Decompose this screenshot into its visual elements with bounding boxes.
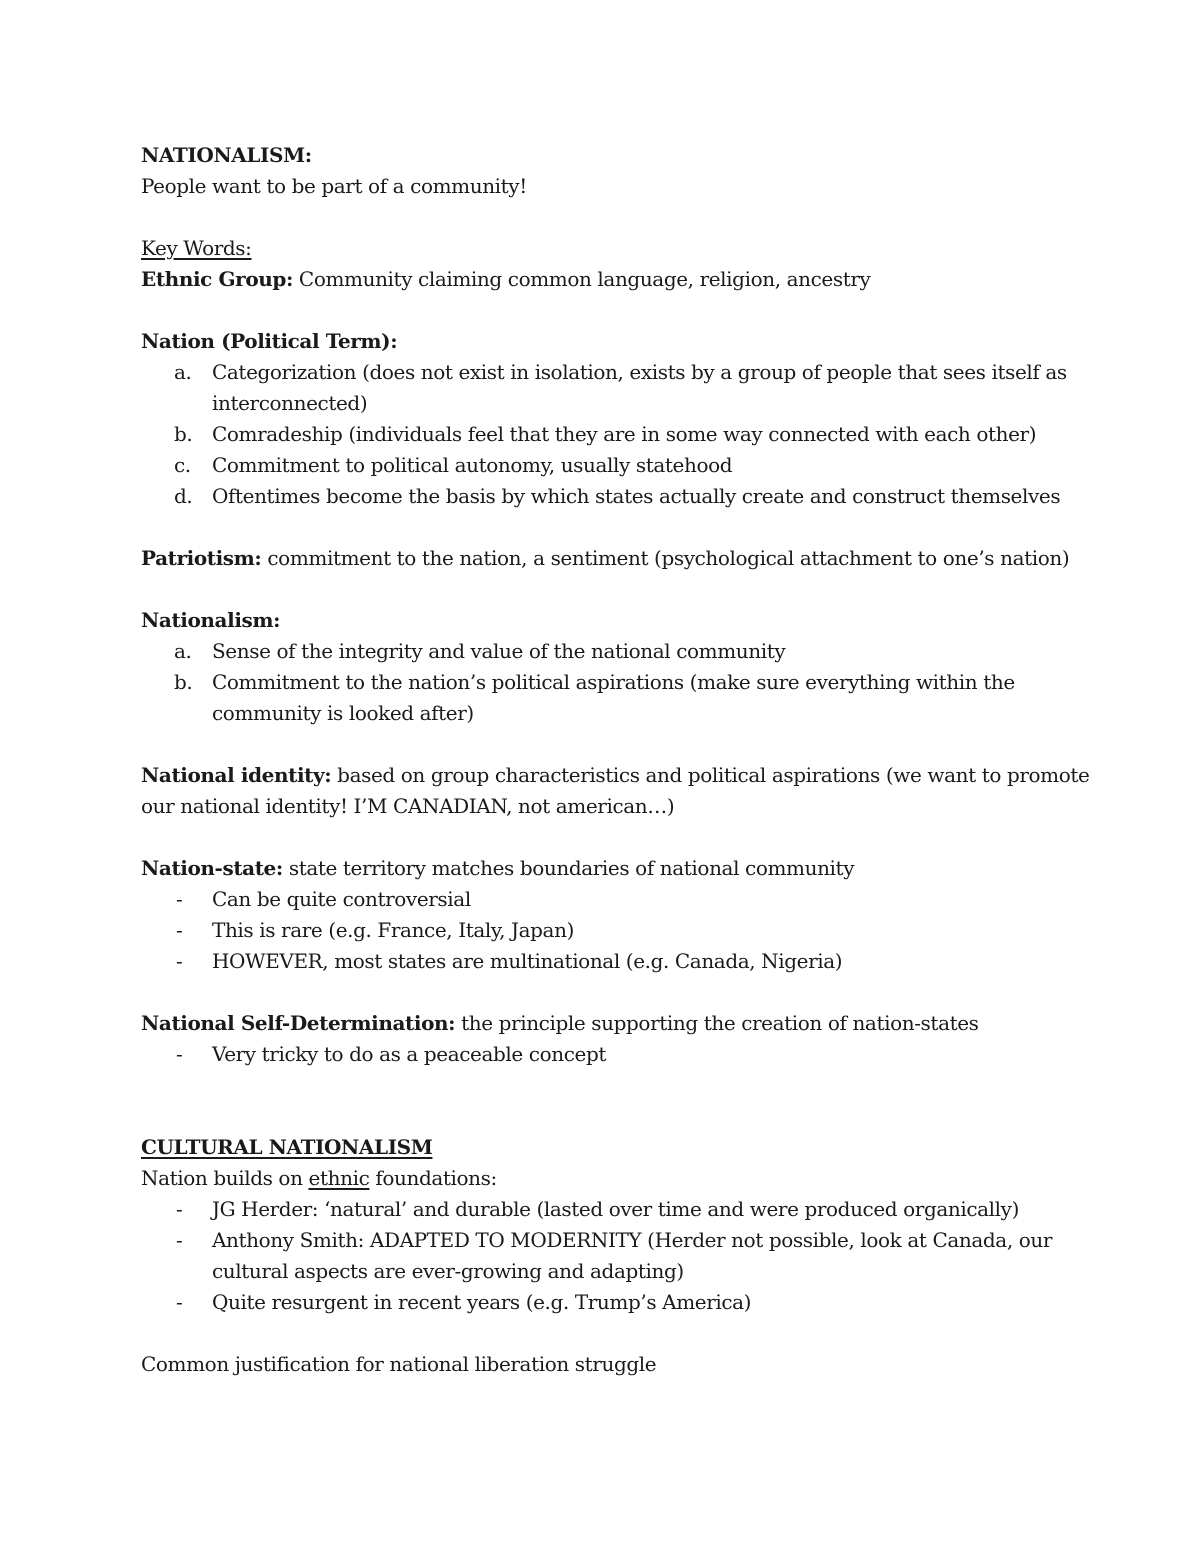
list-item-text: Categorization (does not exist in isolation, exists by a group of people that sees itself as interconnected): [212, 360, 1067, 415]
self-determination-definition: [141, 1008, 1101, 1039]
ethnic-group-definition: [141, 264, 1101, 295]
national-identity-text: based on group characteristics and political aspirations (we want to promote: [331, 763, 1090, 787]
list-marker: -: [176, 887, 183, 911]
list-marker: -: [176, 949, 183, 973]
list-item-text: Quite resurgent in recent years (e.g. Trump’s America): [212, 1290, 752, 1314]
spacer: [141, 512, 1101, 543]
key-words-text: Key Words:: [141, 236, 252, 260]
nation-term: Nation (Political Term):: [141, 329, 398, 353]
list-item-text: JG Herder: ‘natural’ and durable (lasted over time and were produced organically): [212, 1197, 1019, 1221]
list-marker: -: [176, 1042, 183, 1066]
patriotism-text: commitment to the nation, a sentiment (psychological attachment to one’s nation): [261, 546, 1070, 570]
key-words-label: [141, 233, 1101, 264]
list-item-text: Can be quite controversial: [212, 887, 471, 911]
spacer: [141, 295, 1101, 326]
list-marker: b.: [174, 422, 193, 446]
list-marker: a.: [174, 639, 192, 663]
list-item: [141, 419, 1101, 450]
ethnic-group-term: Ethnic Group:: [141, 267, 293, 291]
list-item: [141, 946, 1101, 977]
nation-state-term: Nation-state:: [141, 856, 283, 880]
cultural-intro-underlined: ethnic: [308, 1166, 370, 1190]
list-item: [141, 884, 1101, 915]
spacer: [141, 729, 1101, 760]
list-item-text: Oftentimes become the basis by which states actually create and construct themselves: [212, 484, 1061, 508]
cultural-heading: [141, 1132, 1101, 1163]
page-title: NATIONALISM:: [141, 143, 312, 167]
list-item: [141, 1225, 1101, 1287]
list-item: [141, 450, 1101, 481]
list-marker: -: [176, 918, 183, 942]
spacer: [141, 977, 1101, 1008]
list-item: [141, 1194, 1101, 1225]
list-marker: b.: [174, 670, 193, 694]
nation-state-text: state territory matches boundaries of national community: [282, 856, 855, 880]
list-item-text: Commitment to the nation’s political aspirations (make sure everything within the community is looked after): [212, 670, 1015, 725]
spacer: [141, 574, 1101, 605]
cultural-intro-before: Nation builds on: [141, 1166, 309, 1190]
list-marker: -: [176, 1290, 183, 1314]
national-identity-continuation: our national identity! I’M CANADIAN, not american…): [141, 794, 675, 818]
list-item-text: This is rare (e.g. France, Italy, Japan): [212, 918, 574, 942]
closing-text: Common justification for national liberation struggle: [141, 1352, 657, 1376]
list-item: [141, 1287, 1101, 1318]
list-item-text: Commitment to political autonomy, usually statehood: [212, 453, 733, 477]
self-determination-text: the principle supporting the creation of nation-states: [455, 1011, 979, 1035]
list-marker: a.: [174, 360, 192, 384]
ethnic-group-text: Community claiming common language, religion, ancestry: [292, 267, 871, 291]
national-identity-term: National identity:: [141, 763, 332, 787]
spacer: [141, 1070, 1101, 1101]
intro-text: People want to be part of a community!: [141, 174, 527, 198]
list-item: [141, 1039, 1101, 1070]
cultural-intro-after: foundations:: [369, 1166, 497, 1190]
list-item: [141, 915, 1101, 946]
list-item: [141, 357, 1101, 419]
list-item: [141, 481, 1101, 512]
spacer: [141, 822, 1101, 853]
list-item-text: HOWEVER, most states are multinational (e.g. Canada, Nigeria): [212, 949, 843, 973]
document-page: [141, 140, 1101, 1380]
patriotism-term: Patriotism:: [141, 546, 262, 570]
list-item: [141, 636, 1101, 667]
spacer: [141, 202, 1101, 233]
cultural-intro: [141, 1163, 1101, 1194]
nationalism-term: Nationalism:: [141, 608, 281, 632]
patriotism-definition: [141, 543, 1101, 574]
spacer: [141, 1318, 1101, 1349]
spacer: [141, 1101, 1101, 1132]
list-item-text: Very tricky to do as a peaceable concept: [212, 1042, 607, 1066]
self-determination-term: National Self-Determination:: [141, 1011, 456, 1035]
list-item: [141, 667, 1101, 729]
nation-state-definition: [141, 853, 1101, 884]
list-item-text: Comradeship (individuals feel that they are in some way connected with each other): [212, 422, 1037, 446]
list-item-text: Sense of the integrity and value of the national community: [212, 639, 786, 663]
list-marker: d.: [174, 484, 193, 508]
cultural-heading-text: CULTURAL NATIONALISM: [141, 1135, 433, 1159]
list-marker: c.: [174, 453, 191, 477]
list-item-text: Anthony Smith: ADAPTED TO MODERNITY (Herder not possible, look at Canada, our cultural aspects are ever-growing and adapting): [212, 1228, 1053, 1283]
national-identity-definition: [141, 760, 1101, 791]
list-marker: -: [176, 1197, 183, 1221]
list-marker: -: [176, 1228, 183, 1252]
